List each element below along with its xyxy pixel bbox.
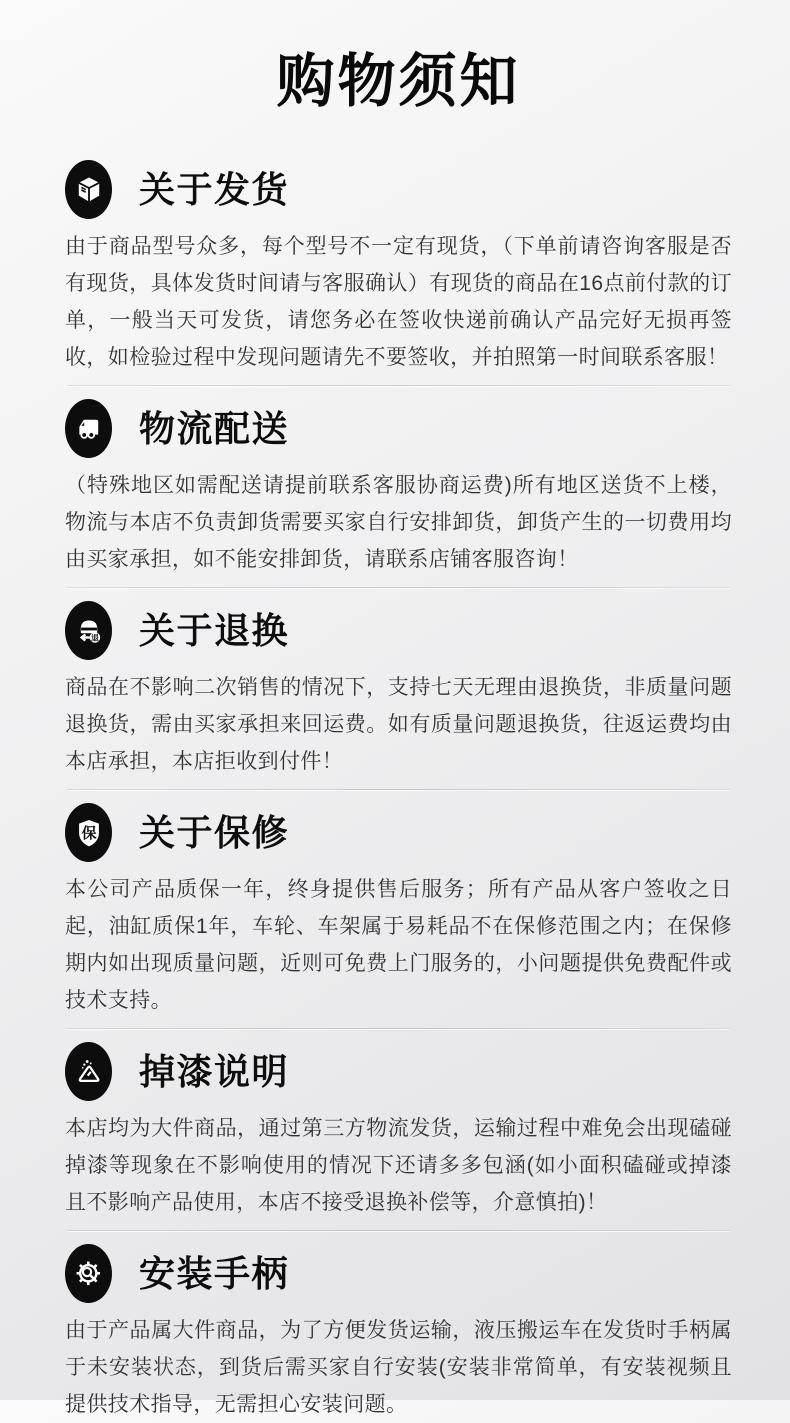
- gear-search-icon: [65, 1244, 112, 1303]
- section-returns: [65, 601, 732, 780]
- warranty-badge-text: 保: [81, 825, 96, 842]
- section-warranty-heading: 关于保修: [139, 811, 290, 853]
- section-returns-heading: 关于退换: [139, 609, 290, 651]
- shield-icon: [65, 803, 112, 862]
- section-paint-header: [65, 1042, 732, 1101]
- section-warranty-body: 本公司产品质保一年，终身提供售后服务；所有产品从客户签收之日起，油缸质保1年，车轮、车架属于易耗品不在保修范围之内；在保修期内如出现质量问题，近则可免费上门服务的，小问题提供免费配件或技术支持。: [65, 878, 732, 1012]
- section-divider: [67, 587, 730, 588]
- paint-pile-icon: [65, 1042, 112, 1101]
- truck-icon: [65, 399, 112, 458]
- package-icon: [65, 160, 112, 219]
- section-shipping-heading: 关于发货: [139, 168, 290, 210]
- section-handle-body: 由于产品属大件商品，为了方便发货运输，液压搬运车在发货时手柄属于未安装状态，到货后需买家自行安装(安装非常简单，有安装视频且提供技术指导，无需担心安装问题。: [65, 1319, 732, 1416]
- section-paint-body: 本店均为大件商品，通过第三方物流发货，运输过程中难免会出现磕碰掉漆等现象在不影响使用的情况下还请多多包涵(如小面积磕碰或掉漆且不影响产品使用，本店不接受退换补偿等，介意慎拍)！: [65, 1117, 732, 1214]
- section-divider: [67, 385, 730, 386]
- section-handle-heading: 安装手柄: [139, 1252, 290, 1294]
- section-shipping: [65, 160, 732, 376]
- section-logistics: [65, 399, 732, 578]
- section-divider: [67, 1028, 730, 1029]
- section-warranty-header: [65, 803, 732, 862]
- section-returns-body: 商品在不影响二次销售的情况下，支持七天无理由退换货，非质量问题退换货，需由买家承担来回运费。如有质量问题退换货，往返运费均由本店承担，本店拒收到付件！: [65, 676, 732, 773]
- section-returns-header: [65, 601, 732, 660]
- section-logistics-heading: 物流配送: [139, 407, 290, 449]
- section-divider: [67, 789, 730, 790]
- section-divider: [67, 1230, 730, 1231]
- section-paint: [65, 1042, 732, 1221]
- section-shipping-header: [65, 160, 732, 219]
- page-title: 购物须知: [276, 49, 521, 114]
- section-handle: [65, 1244, 732, 1423]
- section-paint-heading: 掉漆说明: [139, 1050, 290, 1092]
- section-warranty: [65, 803, 732, 1019]
- section-handle-header: [65, 1244, 732, 1303]
- return-car-icon: [65, 601, 112, 660]
- section-logistics-header: [65, 399, 732, 458]
- return-badge-text: 退: [90, 632, 99, 642]
- section-shipping-body: 由于商品型号众多，每个型号不一定有现货，（下单前请咨询客服是否有现货，具体发货时间请与客服确认）有现货的商品在16点前付款的订单，一般当天可发货，请您务必在签收快递前确认产品完好无损再签收，如检验过程中发现问题请先不要签收，并拍照第一时间联系客服！: [65, 235, 732, 369]
- section-logistics-body: （特殊地区如需配送请提前联系客服协商运费)所有地区送货不上楼，物流与本店不负责卸货需要买家自行安排卸货，卸货产生的一切费用均由买家承担，如不能安排卸货，请联系店铺客服咨询！: [65, 474, 732, 571]
